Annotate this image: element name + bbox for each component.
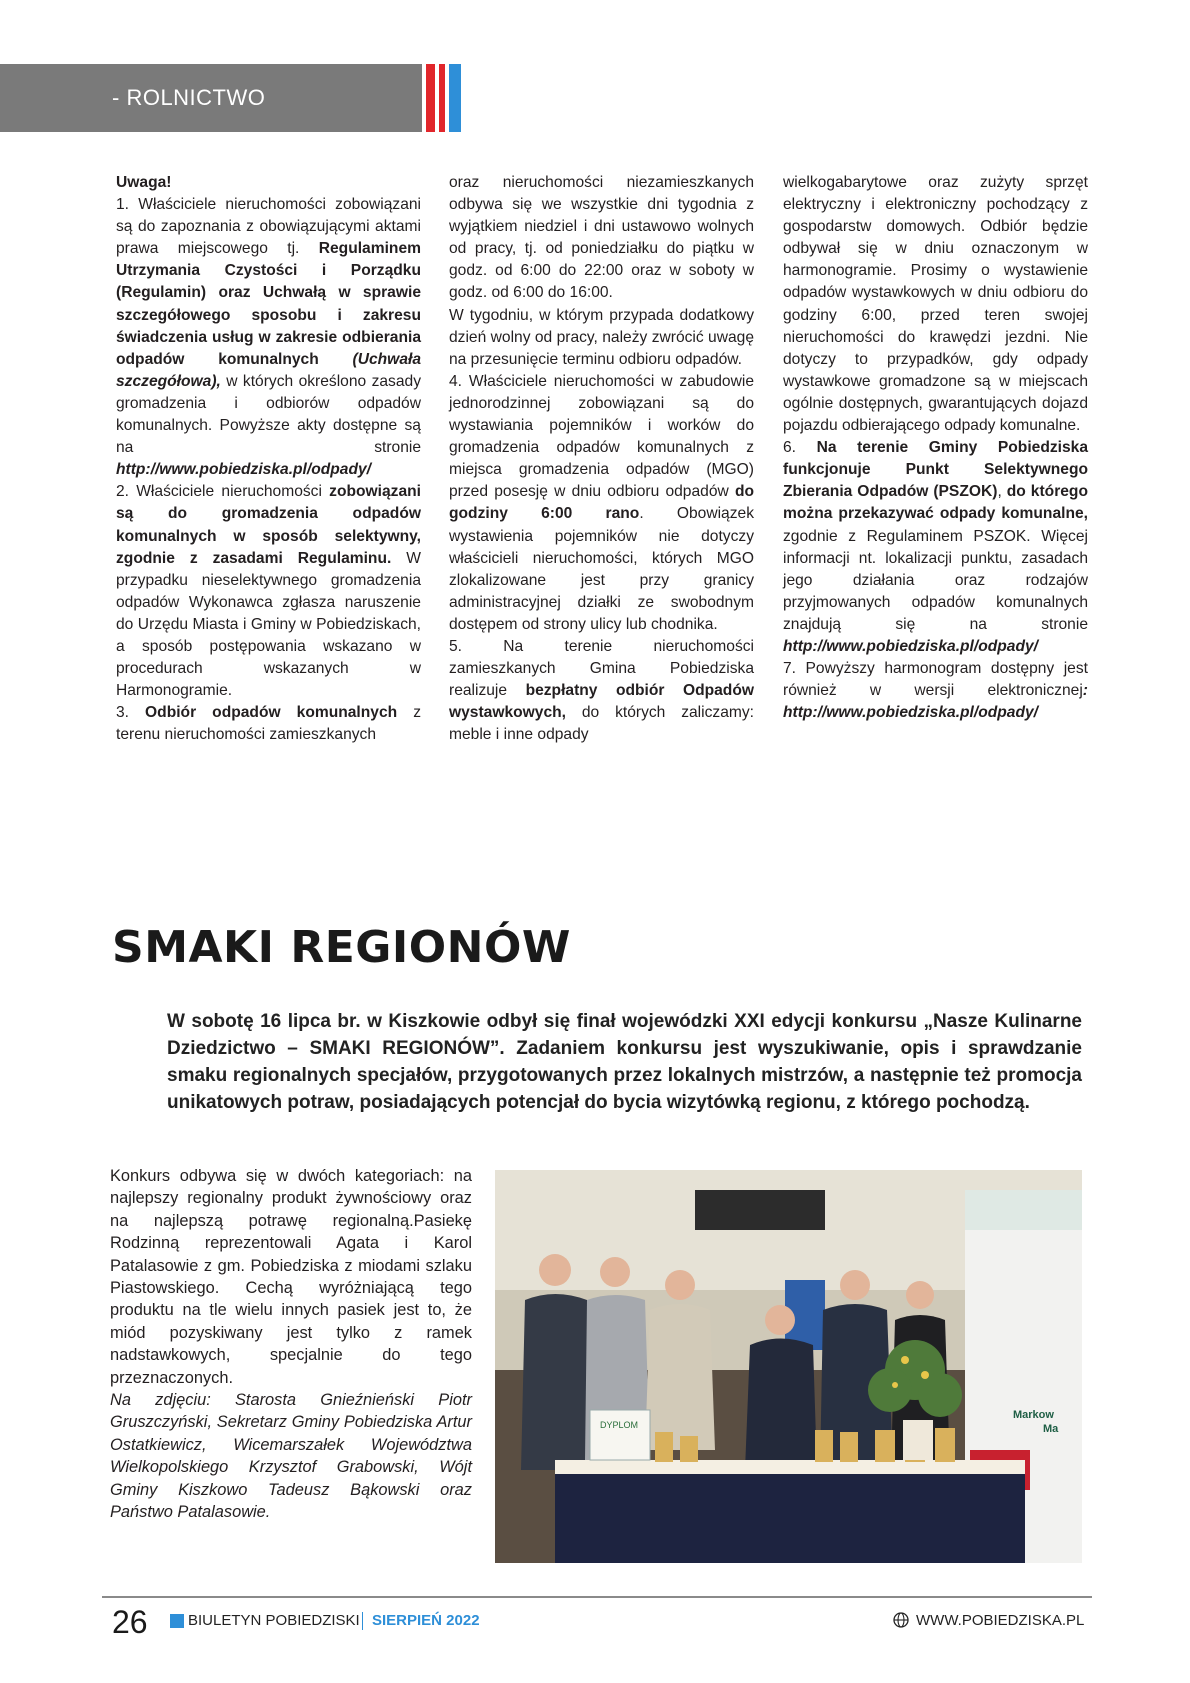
notice-holiday-note: W tygodniu, w którym przypada dodatkowy dzień wolny od pracy, należy zwrócić uwagę na przesunięcie terminu odbioru odpadów. [449,306,754,368]
notice-column-3 [783,172,1088,724]
square-bullet-icon [170,1614,184,1628]
globe-icon [893,1612,909,1628]
article-title: SMAKI REGIONÓW [112,922,571,973]
header-stripe-red-thin [439,64,445,132]
notice-column-1 [116,172,421,746]
article-lead: W sobotę 16 lipca br. w Kiszkowie odbył się finał wojewódzki XXI edycji konkursu „Nasze Kulinarne Dziedzictwo – SMAKI REGIONÓW”. Zadaniem konkursu jest wyszukiwanie, opis i sprawdzanie smaku regionalnych specjałów, przygotowanych przez lokalnych mistrzów, a następnie też promocja unikatowych potraw, posiadających potencjał do bycia wizytówką regionu, z którego pochodzą. [167,1011,1082,1113]
event-photo-illustration [495,1170,1082,1563]
svg-text:Markow: Markow [1013,1409,1054,1421]
header-stripe-red [426,64,435,132]
svg-text:Ma: Ma [1043,1423,1059,1435]
notice-point-3-cont: oraz nieruchomości niezamieszkanych odbywa się we wszystkie dni tygodnia z wyjątkiem niedziel i dni ustawowo wolnych od pracy, tj. od poniedziałku do piątku w godz. od 6:00 do 22:00 oraz w soboty w godz. od 6:00 do 16:00. [449,174,754,302]
notice-point-1: 1. Właściciele nieruchomości zobowiązani są do zapoznania z obowiązującymi aktami prawa miejscowego tj. Regulaminem Utrzymania Czystości i Porządku (Regulamin) oraz Uchwałą w sprawie szczegółowego sposobu i zakresu świadczenia usług w zakresie odbierania odpadów komunalnych (Uchwała szczegółowa), w których określono zasady gromadzenia i odbiorów odpadów komunalnych. Powyższe akty dostępne są na stronie http://www.pobiedziska.pl/odpady/ [116,196,421,479]
notice-heading: Uwaga! [116,174,172,191]
section-title: - ROLNICTWO [112,85,266,110]
footer-rule [102,1596,1092,1598]
article-body: Konkurs odbywa się w dwóch kategoriach: na najlepszy regionalny produkt żywnościowy oraz na najlepszą potrawę regionalną.Pasiekę Rodzinną reprezentowali Agata i Karol Patalasowie z gm. Pobiedziska z miodami szlaku Piastowskiego. Cechą wyróżniającą tego produktu na tle wielu innych pasiek jest to, że miód pozyskiwany jest tylko z ramek nadstawkowych, specjalnie do tego przeznaczonych. [110,1167,472,1387]
article-body-column [110,1165,472,1524]
publication-name: BIULETYN POBIEDZISKI [188,1612,360,1629]
notice-point-6: 6. Na terenie Gminy Pobiedziska funkcjonuje Punkt Selektywnego Zbierania Odpadów (PSZOK), do którego można przekazywać odpady komunalne, zgodnie z Regulaminem PSZOK. Więcej informacji nt. lokalizacji punktu, zasadach jego działania oraz rodzajów przyjmowanych odpadów komunalnych znajdują się na stronie http://www.pobiedziska.pl/odpady/ [783,439,1088,655]
notice-point-4: 4. Właściciele nieruchomości w zabudowie jednorodzinnej zobowiązani są do wystawiania pojemników i worków do gromadzenia odpadów komunalnych z miejsca gromadzenia odpadów (MGO) przed posesję w dniu odbioru odpadów do godziny 6:00 rano. Obowiązek wystawienia pojemników nie dotyczy właścicieli nieruchomości, których MGO zlokalizowane jest przy granicy administracyjnej działki ze swobodnym dostępem od strony ulicy lub chodnika. [449,372,754,633]
notice-point-7: 7. Powyższy harmonogram dostępny jest również w wersji elektronicznej: http://www.pobiedziska.pl/odpady/ [783,660,1088,722]
svg-text:DYPLOM: DYPLOM [600,1420,639,1430]
photo-caption: Na zdjęciu: Starosta Gnieźnieński Piotr Gruszczyński, Sekretarz Gminy Pobiedziska Artur Ostatkiewicz, Wicemarszałek Województwa Wielkopolskiego Krzysztof Grabowski, Wójt Gminy Kiszkowo Tadeusz Bąkowski oraz Państwo Patalasowie. [110,1391,472,1522]
notice-column-2 [449,172,754,746]
issue-date: SIERPIEŃ 2022 [372,1612,480,1629]
odpady-link-3[interactable]: : http://www.pobiedziska.pl/odpady/ [783,682,1088,722]
notice-point-5-cont: wielkogabarytowe oraz zużyty sprzęt elektryczny i elektroniczny pochodzący z gospodarstw domowych. Odbiór będzie odbywał się w dniu oznaczonym w harmonogramie. Prosimy o wystawienie odpadów wystawkowych w dniu odbioru do godziny 6:00, przed teren swojej nieruchomości do krawędzi jezdni. Nie dotyczy to przypadków, gdy odpady wystawkowe gromadzone są w miejscach ogólnie dostępnych, gwarantujących dojazd pojazdu odbierającego odpady komunalne. [783,174,1088,435]
website-link[interactable]: WWW.POBIEDZISKA.PL [916,1612,1085,1629]
header-stripe-blue [449,64,461,132]
notice-point-2: 2. Właściciele nieruchomości zobowiązani są do gromadzenia odpadów komunalnych w sposób selektywny, zgodnie z zasadami Regulaminu. W przypadku nieselektywnego gromadzenia odpadów Wykonawca zgłasza naruszenie do Urzędu Miasta i Gminy w Pobiedziskach, a sposób postępowania wskazano w procedurach wskazanych w Harmonogramie. [116,483,421,700]
event-photo [495,1170,1082,1563]
notice-point-5: 5. Na terenie nieruchomości zamieszkanych Gmina Pobiedziska realizuje bezpłatny odbiór Odpadów wystawkowych, do których zaliczamy: meble i inne odpady [449,637,754,744]
odpady-link-2[interactable]: http://www.pobiedziska.pl/odpady/ [783,637,1038,655]
notice-point-3: 3. Odbiór odpadów komunalnych z terenu nieruchomości zamieszkanych [116,704,422,744]
footer-separator [362,1612,363,1630]
odpady-link[interactable]: http://www.pobiedziska.pl/odpady/ [116,461,371,479]
page-number: 26 [112,1604,148,1640]
